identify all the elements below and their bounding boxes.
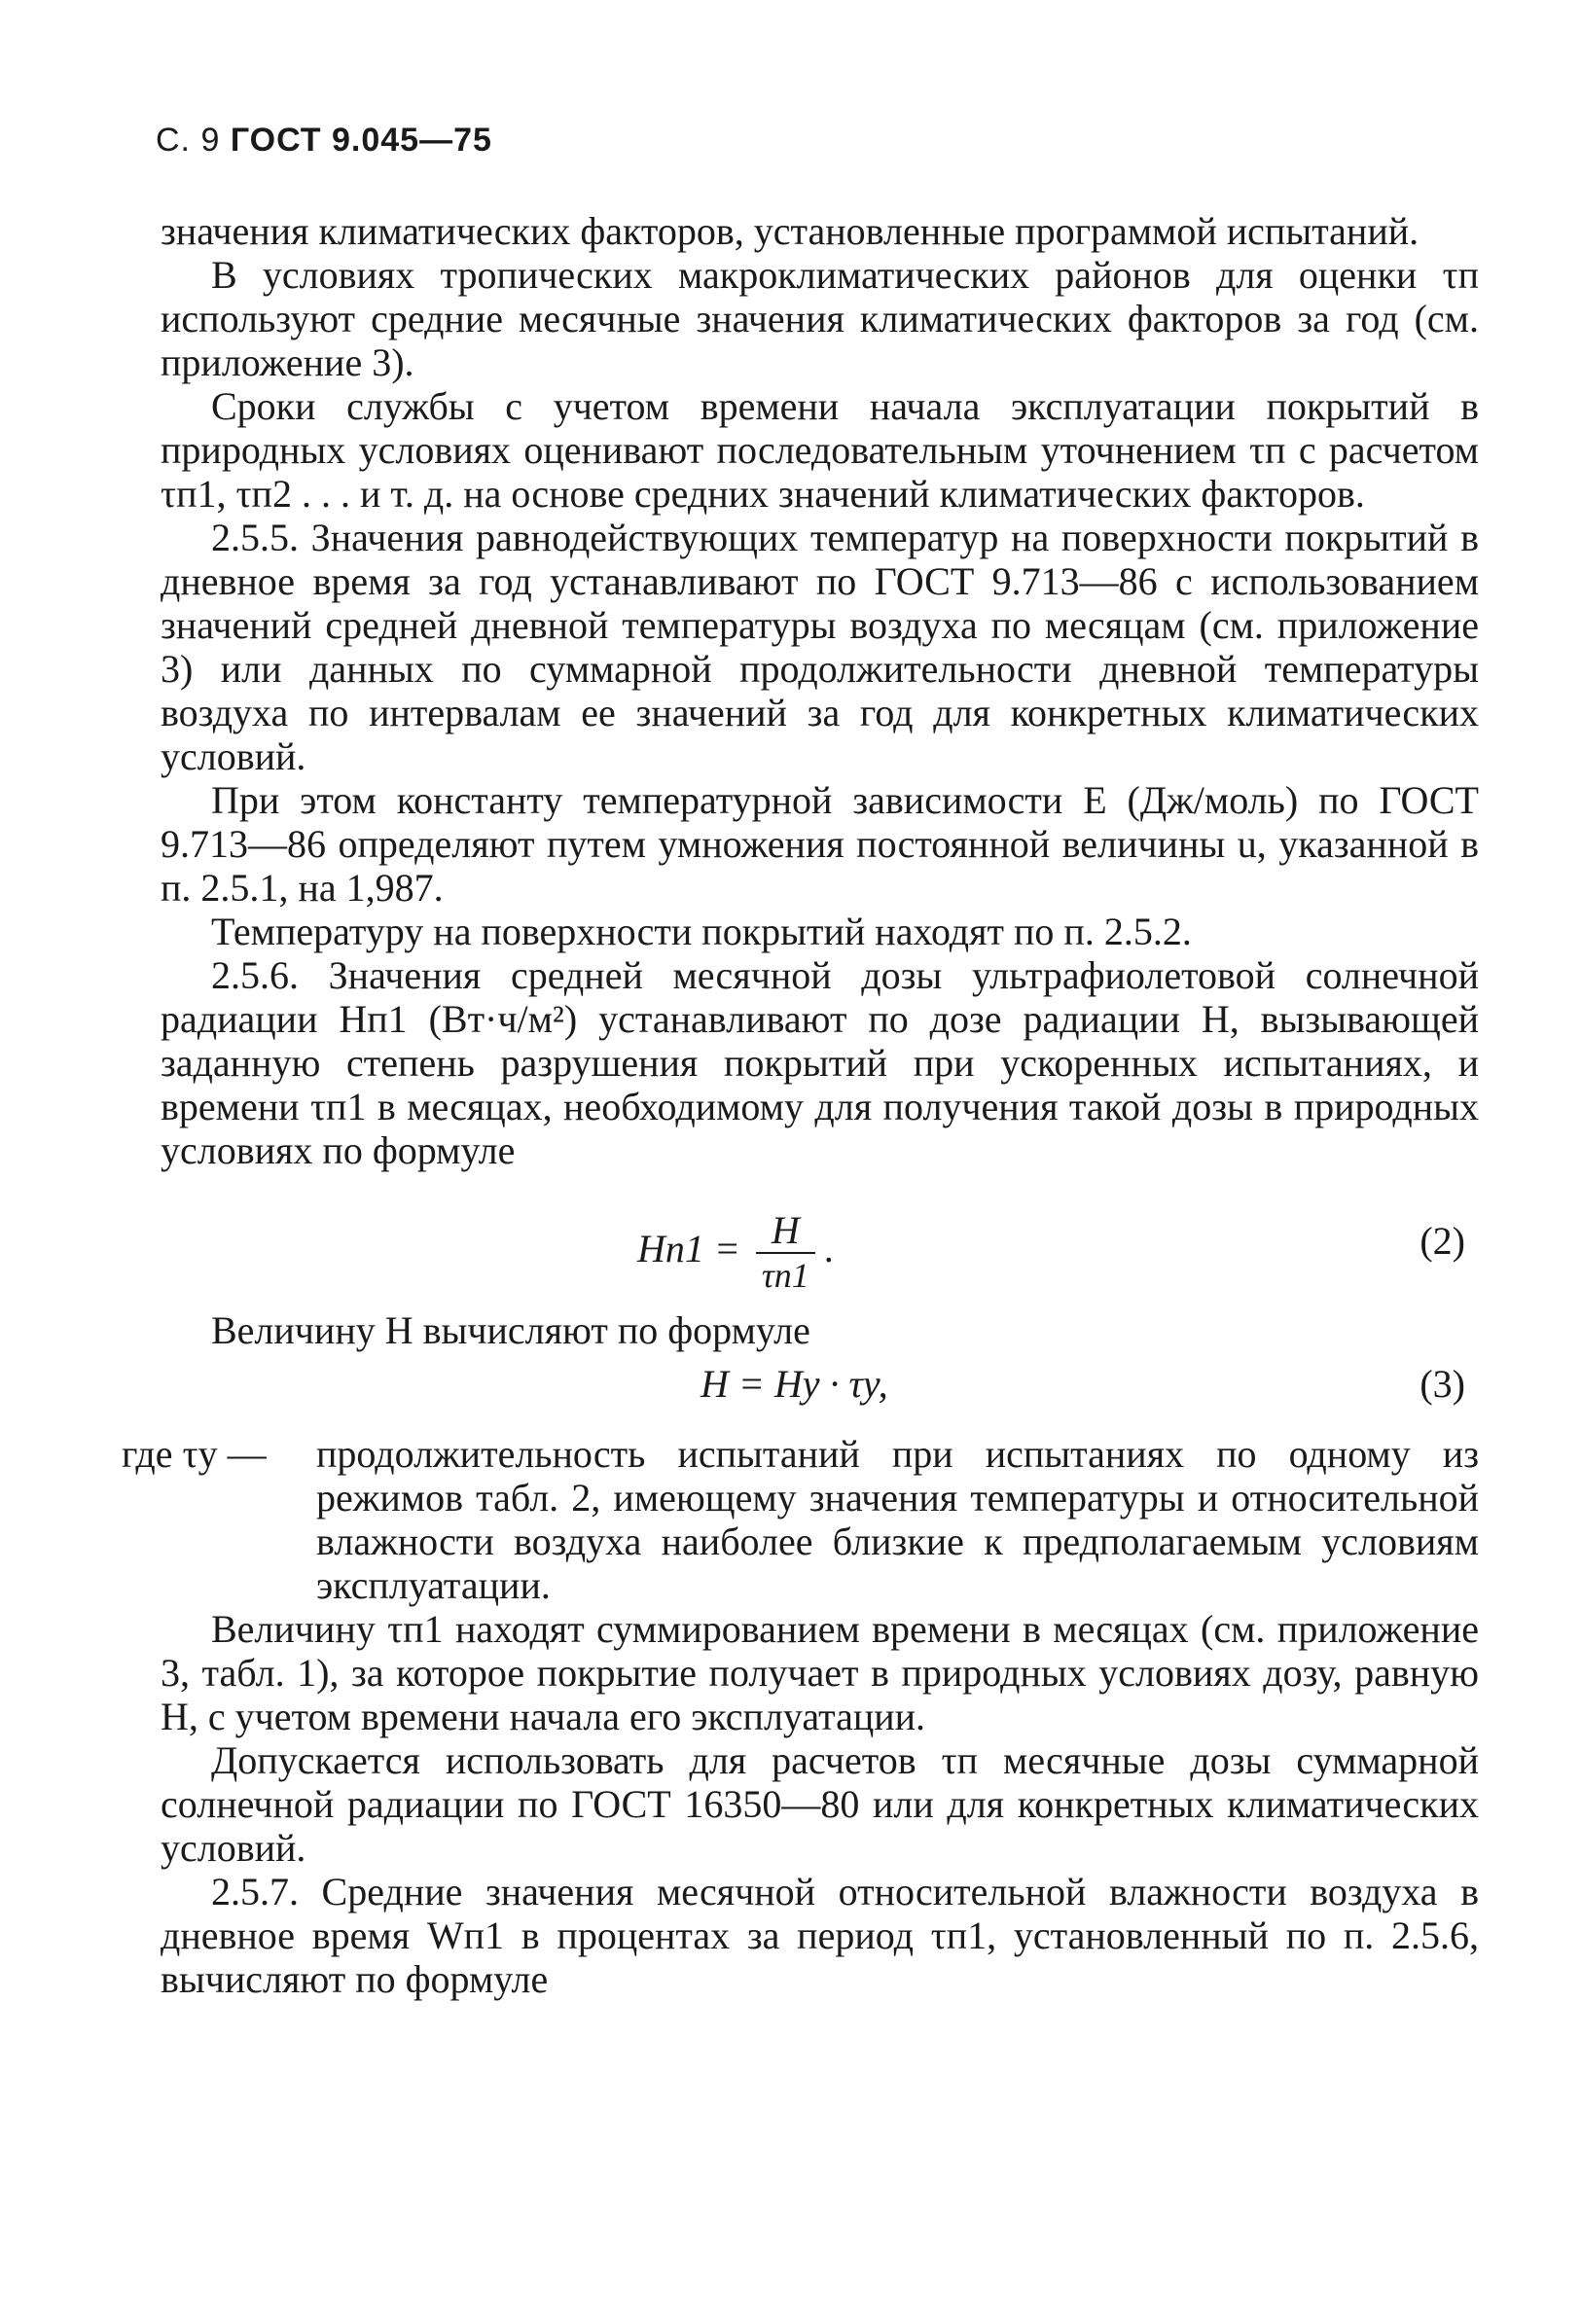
where-clause xyxy=(122,1432,1479,1607)
document-body xyxy=(122,209,1479,2001)
formula-2-number: (2) xyxy=(1419,1219,1465,1263)
paragraph: Сроки службы с учетом времени начала эксплуатации покрытий в природных условиях оценивают последовательным уточнением τп с расчетом τп1, τп2 . . . и т. д. на основе средних значений климатических факторов. xyxy=(161,384,1479,516)
formula-2 xyxy=(161,1190,1479,1297)
formula-3-number: (3) xyxy=(1419,1362,1465,1406)
page-number: С. 9 xyxy=(156,122,221,159)
formula-2-tail: . xyxy=(824,1227,835,1271)
paragraph-2-5-6: 2.5.6. Значения средней месячной дозы ультрафиолетовой солнечной радиации Hп1 (Вт·ч/м²) устанавливают по дозе радиации H, вызывающей заданную степень разрушения покрытий при ускоренных испытаниях, и времени τп1 в месяцах, необходимому для получения такой дозы в природных условиях по формуле xyxy=(161,953,1479,1172)
paragraph: значения климатических факторов, установленные программой испытаний. xyxy=(161,209,1419,253)
where-description: продолжительность испытаний при испытаниях по одному из режимов табл. 2, имеющему значения температуры и относительной влажности воздуха наиболее близкие к предполагаемым условиям эксплуатации. xyxy=(316,1432,1479,1607)
formula-3-expression: H = Hу · τу, xyxy=(701,1362,888,1406)
paragraph: В условиях тропических макроклиматических районов для оценки τп используют средние месячные значения климатических факторов за год (см. приложение 3). xyxy=(161,253,1479,384)
standard-code: ГОСТ 9.045—75 xyxy=(230,122,492,159)
where-term: где τу — xyxy=(122,1432,267,1476)
paragraph: Допускается использовать для расчетов τп месячные дозы суммарной солнечной радиации по ГОСТ 16350—80 или для конкретных климатических условий. xyxy=(161,1738,1479,1870)
page-header xyxy=(156,122,492,160)
paragraph: Величину H вычисляют по формуле xyxy=(211,1308,810,1352)
paragraph: При этом константу температурной зависимости E (Дж/моль) по ГОСТ 9.713—86 определяют путем умножения постоянной величины u, указанной в п. 2.5.1, на 1,987. xyxy=(161,778,1479,910)
formula-2-lhs: Hп1 = xyxy=(637,1227,740,1271)
paragraph-2-5-7: 2.5.7. Средние значения месячной относительной влажности воздуха в дневное время Wп1 в процентах за период τп1, установленный по п. 2.5.6, вычисляют по формуле xyxy=(161,1870,1479,2001)
paragraph: Величину τп1 находят суммированием времени в месяцах (см. приложение 3, табл. 1), за которое покрытие получает в природных условиях дозу, равную H, с учетом времени начала его эксплуатации. xyxy=(161,1607,1479,1738)
formula-2-fraction xyxy=(756,1209,815,1297)
formula-3 xyxy=(161,1356,1479,1416)
paragraph-2-5-5: 2.5.5. Значения равнодействующих температур на поверхности покрытий в дневное время за год устанавливают по ГОСТ 9.713—86 с использованием значений средней дневной температуры воздуха по месяцам (см. приложение 3) или данных по суммарной продолжительности дневной температуры воздуха по интервалам ее значений за год для конкретных климатических условий. xyxy=(161,516,1479,778)
formula-2-numerator: H xyxy=(756,1209,815,1254)
formula-2-expression xyxy=(637,1209,835,1297)
formula-2-denominator: τп1 xyxy=(761,1256,809,1295)
paragraph: Температуру на поверхности покрытий находят по п. 2.5.2. xyxy=(211,910,1192,953)
